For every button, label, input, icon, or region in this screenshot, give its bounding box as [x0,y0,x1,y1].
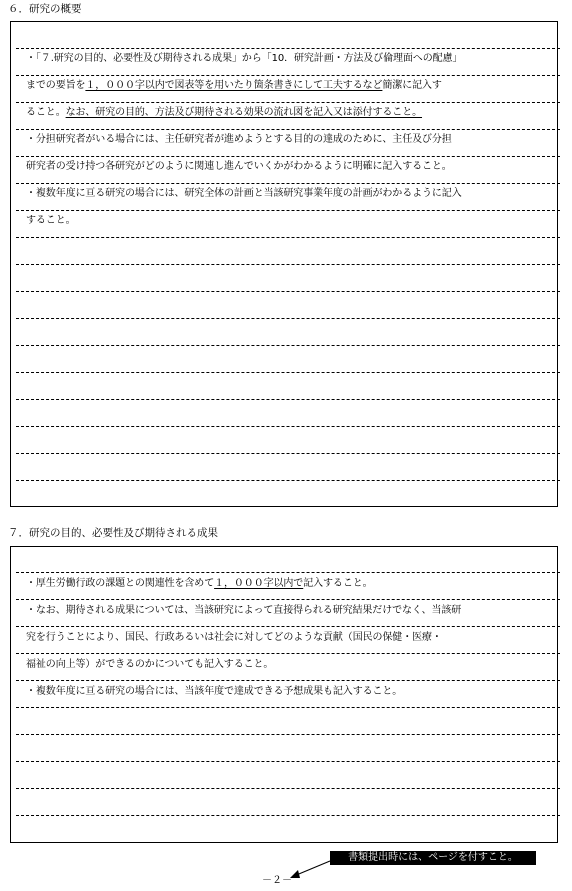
instruction-text: 研究者の受け持つ各研究がどのように関連し進んでいくかがわかるように明確に記入すること。 [26,161,452,172]
instruction-text: 記入すること。 [303,578,373,589]
instruction-text: 簡潔に記入す [382,80,442,91]
instruction-emphasis: １，０００字以内で [214,578,304,589]
instruction-text: ること。 [26,107,66,118]
instruction-text: 福祉の向上等）ができるのかについても記入すること。 [26,659,274,670]
page-number: －２－ [262,875,292,886]
instruction-emphasis: １，０００字以内で図表等を用いたり箇条書きにして工夫するなど [85,80,383,91]
section-6-heading: ６．研究の概要 [8,3,82,15]
instruction-text: ・厚生労働行政の課題との関連性を含めて [26,578,215,589]
section-7-heading: ７．研究の目的、必要性及び期待される成果 [8,527,218,539]
page-number-note: 書類提出時には、ページを付すこと。 [330,851,536,865]
instruction-text: ・「７.研究の目的、必要性及び期待される成果」から「10．研究計画・方法及び倫理面への配慮」 [26,53,463,64]
instruction-text: すること。 [26,215,76,226]
instruction-text: ・複数年度に亘る研究の場合には、当該年度で達成できる予想成果も記入すること。 [26,686,403,697]
instruction-text: 究を行うことにより、国民、行政あるいは社会に対してどのような貢献（国民の保健・医療・ [26,632,442,643]
instruction-emphasis: なお、研究の目的、方法及び期待される効果の流れ図を記入又は添付すること。 [65,107,423,118]
instruction-text: ・分担研究者がいる場合には、主任研究者が進めようとする目的の達成のために、主任及び分担 [26,134,452,145]
instruction-text: ・複数年度に亘る研究の場合には、研究全体の計画と当該研究事業年度の計画がわかるように記入 [26,188,462,199]
instruction-text: までの要旨を [26,80,86,91]
instruction-text: ・なお、期待される成果については、当該研究によって直接得られる研究結果だけでなく、当該研 [26,605,462,616]
